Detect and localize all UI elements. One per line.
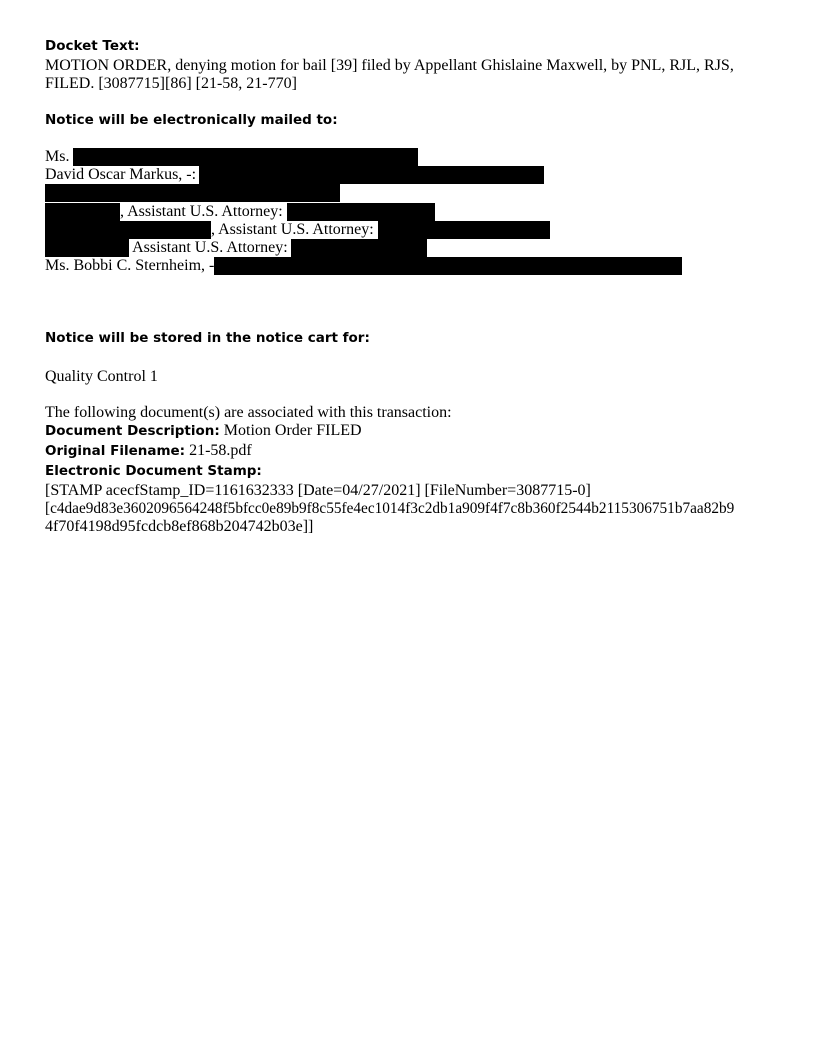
redaction-box [45,203,120,221]
recipient-prefix: , Assistant U.S. Attorney: [120,203,283,220]
recipient-row [45,184,340,202]
document-description-label: Document Description: [45,423,220,439]
notice-cart-heading: Notice will be stored in the notice cart for: [45,330,370,346]
recipient-prefix: Assistant U.S. Attorney: [129,239,288,256]
redaction-box [73,148,418,166]
docket-text-heading: Docket Text: [45,38,140,54]
original-filename-label: Original Filename: [45,443,186,459]
redaction-box [45,184,340,202]
notice-cart-recipient: Quality Control 1 [45,368,158,385]
redaction-box [287,203,435,221]
docket-text-line-2: FILED. [3087715][86] [21-58, 21-770] [45,75,297,92]
redaction-box [214,257,682,275]
recipient-prefix: David Oscar Markus, -: [45,166,197,183]
redaction-box [291,239,427,257]
original-filename [45,442,252,460]
recipient-row [45,203,435,221]
electronic-stamp-label: Electronic Document Stamp: [45,463,262,479]
recipient-row [45,257,682,275]
redaction-box [378,221,550,239]
original-filename-value: 21-58.pdf [185,442,252,459]
redaction-box [45,239,129,257]
document-description-value: Motion Order FILED [219,422,362,439]
docket-text-line-1: MOTION ORDER, denying motion for bail [39] filed by Appellant Ghislaine Maxwell, by PNL, RJL, RJS, [45,57,734,74]
recipient-prefix: Ms. [45,148,70,165]
document-description [45,422,362,440]
recipient-list [45,148,785,278]
recipient-row [45,221,550,239]
electronic-stamp-line-2: [c4dae9d83e3602096564248f5bfcc0e89b9f8c55fe4ec1014f3c2db1a909f4f7c8b360f2544b2115306751b7aa82b9 [45,500,735,517]
electronic-stamp-line-3: 4f70f4198d95fcdcb8ef868b204742b03e]] [45,518,314,535]
recipient-prefix: Ms. Bobbi C. Sternheim, - [45,257,215,274]
recipient-row [45,239,427,257]
electronic-stamp-line-1: [STAMP acecfStamp_ID=1161632333 [Date=04/27/2021] [FileNumber=3087715-0] [45,482,591,499]
recipient-row [45,148,418,166]
redaction-box [45,221,211,239]
notice-email-heading: Notice will be electronically mailed to: [45,112,338,128]
recipient-row [45,166,544,184]
recipient-prefix: , Assistant U.S. Attorney: [211,221,374,238]
redaction-box [199,166,544,184]
documents-intro: The following document(s) are associated with this transaction: [45,404,452,421]
